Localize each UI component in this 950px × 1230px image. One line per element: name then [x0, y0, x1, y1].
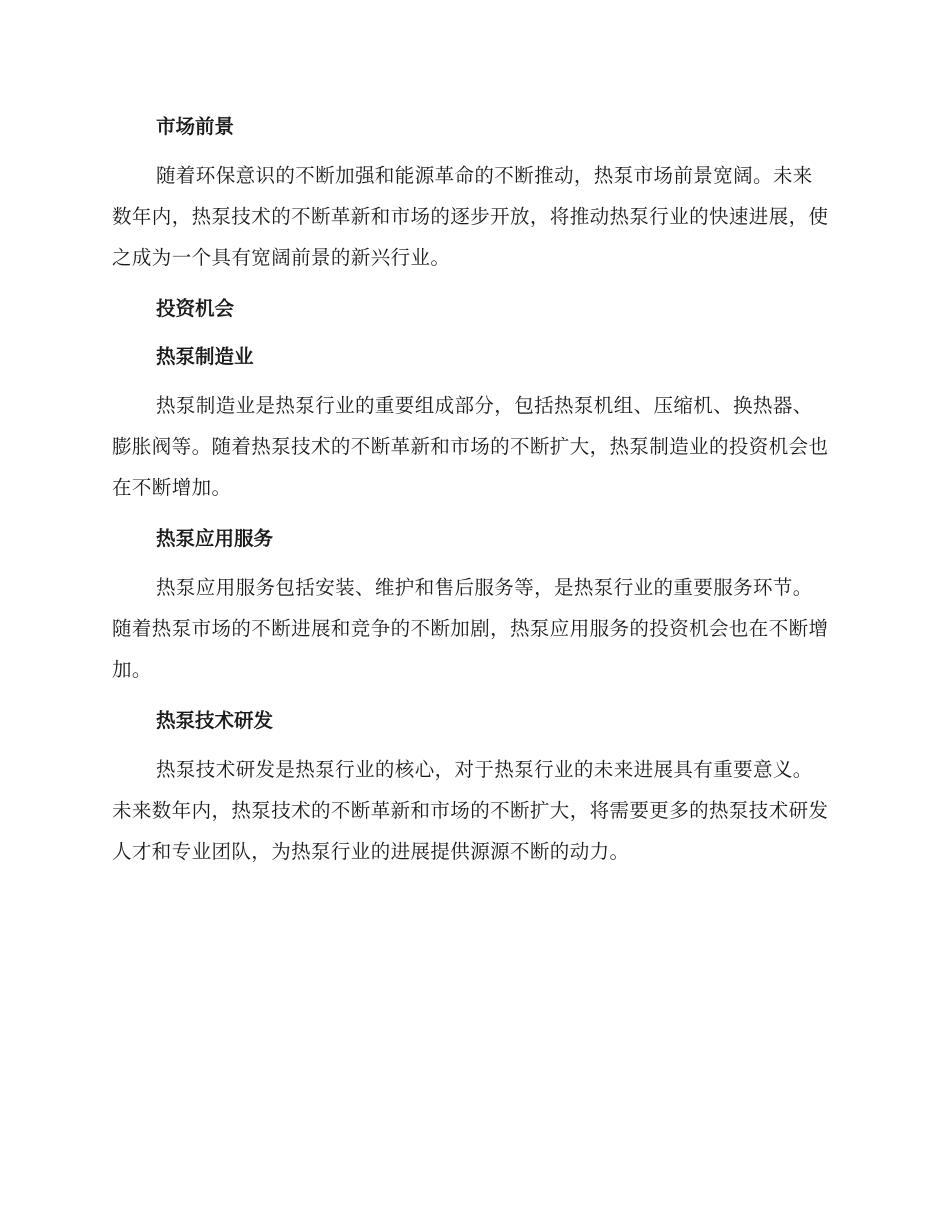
section-body-manufacturing: 热泵制造业是热泵行业的重要组成部分，包括热泵机组、压缩机、换热器、膨胀阀等。随着热泵技术的不断革新和市场的不断扩大，热泵制造业的投资机会也在不断增加。: [112, 394, 829, 499]
section-heading-manufacturing: 热泵制造业: [156, 345, 254, 368]
section-heading-market-outlook: 市场前景: [156, 115, 235, 138]
section-body-rnd: 热泵技术研发是热泵行业的核心，对于热泵行业的未来进展具有重要意义。未来数年内，热泵技术的不断革新和市场的不断扩大，将需要更多的热泵技术研发人才和专业团队，为热泵行业的进展提供源源不断的动力。: [112, 758, 829, 863]
section-body-market-outlook: 随着环保意识的不断加强和能源革命的不断推动，热泵市场前景宽阔。未来数年内，热泵技术的不断革新和市场的逐步开放，将推动热泵行业的快速进展，使之成为一个具有宽阔前景的新兴行业。: [112, 164, 829, 269]
section-body-application-services: 热泵应用服务包括安装、维护和售后服务等，是热泵行业的重要服务环节。随着热泵市场的不断进展和竞争的不断加剧，热泵应用服务的投资机会也在不断增加。: [112, 576, 829, 681]
section-heading-investment-opportunities: 投资机会: [156, 297, 235, 320]
section-heading-rnd: 热泵技术研发: [156, 709, 274, 732]
document-page: [112, 108, 832, 872]
section-heading-application-services: 热泵应用服务: [156, 527, 274, 550]
